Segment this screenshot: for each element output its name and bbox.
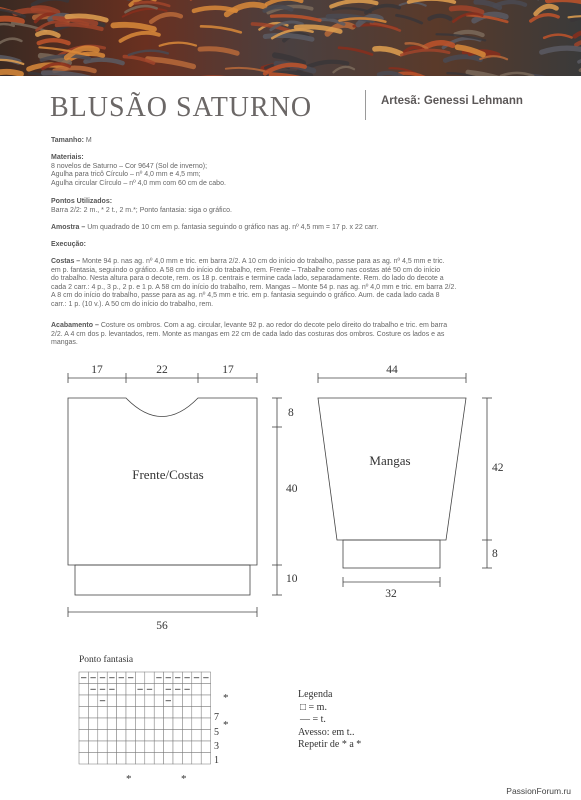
finishing-line: mangas.: [51, 339, 78, 347]
chart-cell: [201, 695, 210, 707]
chart-cell: [107, 753, 116, 765]
chart-cell: [182, 741, 191, 753]
chart-cell: [154, 684, 163, 696]
stitches-label: Pontos Utilizados:: [51, 198, 113, 205]
materials-line: 8 novelos de Saturno – Cor 9647 (Sol de inverno);: [51, 162, 208, 170]
chart-cell: [107, 718, 116, 730]
chart-cell: [182, 718, 191, 730]
chart-cell: [107, 695, 116, 707]
chart-cell: [135, 718, 144, 730]
chart-cell: [173, 718, 182, 730]
chart-cell: [182, 753, 191, 765]
chart-cell: [126, 753, 135, 765]
chart-cell: [145, 707, 154, 719]
chart-cell: [182, 695, 191, 707]
front-back-ribbing-outline: [75, 565, 250, 595]
chart-cell: [98, 718, 107, 730]
chart-cell: [145, 672, 154, 684]
chart-cell: [192, 730, 201, 742]
chart-cell: [88, 695, 97, 707]
chart-cell: [107, 741, 116, 753]
chart-cell: [201, 753, 210, 765]
chart-cell: [126, 730, 135, 742]
chart-cell: [107, 730, 116, 742]
chart-cell: [117, 707, 126, 719]
chart-cell: [79, 718, 88, 730]
materials-line: Agulha para tricô Círculo – nº 4,0 mm e 4,5 mm;: [51, 171, 201, 179]
chart-cell: [182, 707, 191, 719]
finishing-label: Acabamento –: [51, 322, 99, 329]
chart-cell: [135, 753, 144, 765]
chart-cell: [126, 684, 135, 696]
height-label: 40: [286, 483, 298, 495]
backs-line: do trabalho. Nesta altura para o decote, rem. os 18 p. centrais e termine cada lado, separadamente. Rem. do lado do decote a: [51, 275, 444, 283]
chart-cell: [192, 684, 201, 696]
width-label: 22: [156, 364, 168, 376]
chart-cell: [192, 753, 201, 765]
author-name: Artesã: Genessi Lehmann: [381, 95, 523, 107]
stitches-text: Barra 2/2: 2 m., * 2 t., 2 m.*; Ponto fantasia: siga o gráfico.: [51, 206, 232, 214]
chart-cell: [135, 730, 144, 742]
chart-cell: [98, 753, 107, 765]
chart-cell: [145, 730, 154, 742]
row-number: 3: [214, 741, 219, 752]
materials-label: Materiais:: [51, 154, 84, 161]
row-number: 1: [214, 755, 219, 766]
chart-cell: [135, 672, 144, 684]
chart-cell: [126, 718, 135, 730]
pattern-title: BLUSÃO SATURNO: [50, 92, 313, 123]
backs-line: carr.: 1 p. (10 v.). A 50 cm do início do trabalho, rem.: [51, 300, 214, 308]
chart-cell: [98, 730, 107, 742]
width-label: 32: [385, 588, 397, 600]
chart-cell: [201, 684, 210, 696]
finishing-line: Costure os ombros. Com a ag. circular, levante 92 p. ao redor do decote pelo direito do trabalho e tric. em barra: [100, 322, 448, 329]
chart-cell: [79, 753, 88, 765]
chart-legend: [298, 689, 361, 752]
chart-cell: [145, 753, 154, 765]
chart-cell: [88, 718, 97, 730]
repeat-mark: *: [223, 692, 229, 704]
chart-cell: [135, 695, 144, 707]
repeat-mark: *: [223, 719, 229, 731]
chart-cell: [164, 753, 173, 765]
chart-cell: [201, 718, 210, 730]
backs-line: Monte 94 p. nas ag. nº 4,0 mm e tric. em barra 2/2. A 10 cm do início do trabalho, passe para as ag. nº 4,5 mm e tric.: [82, 258, 445, 265]
legend-item: — = t.: [300, 714, 326, 725]
backs-line: A 8 cm do início do trabalho, passe para as ag. nº 4,5 mm e tric. em p. fantasia seguindo o gráfico. Aum. de cada lado cada 8: [51, 292, 440, 300]
chart-cell: [201, 707, 210, 719]
width-label: 17: [222, 364, 234, 376]
chart-cell: [88, 741, 97, 753]
chart-cell: [154, 730, 163, 742]
chart-cell: [117, 718, 126, 730]
legend-title: Legenda: [298, 689, 333, 700]
sleeve-cuff-outline: [343, 540, 440, 568]
front-back-label: Frente/Costas: [132, 467, 204, 482]
chart-cell: [164, 718, 173, 730]
backs-line: cada 2 carr.: 4 p., 3 p., 2 p. e 1 p. A 58 cm do início do trabalho, rem. Mangas – Monte 54 p. nas ag. nº 4,0 mm e tric. em barra 2/2.: [51, 283, 457, 291]
width-label: 44: [386, 364, 398, 376]
chart-cell: [154, 753, 163, 765]
chart-cell: [79, 684, 88, 696]
sleeves-label: Mangas: [369, 453, 411, 468]
chart-cell: [117, 753, 126, 765]
row-number: 7: [214, 712, 219, 723]
legend-item: Repetir de * a *: [298, 739, 362, 750]
chart-cell: [135, 741, 144, 753]
chart-cell: [88, 730, 97, 742]
chart-cell: [192, 707, 201, 719]
chart-cell: [79, 730, 88, 742]
chart-cell: [182, 730, 191, 742]
chart-cell: [126, 741, 135, 753]
row-number: 5: [214, 727, 219, 738]
size-value: M: [85, 137, 92, 144]
chart-cell: [192, 741, 201, 753]
chart-cell: [173, 753, 182, 765]
chart-cell: [88, 753, 97, 765]
legend-item: Avesso: em t..: [298, 726, 355, 738]
chart-cell: [117, 695, 126, 707]
width-label: 56: [156, 620, 168, 632]
repeat-mark: *: [126, 773, 132, 785]
chart-cell: [98, 707, 107, 719]
chart-cell: [88, 707, 97, 719]
chart-cell: [164, 707, 173, 719]
backs-label: Costas –: [51, 258, 81, 265]
chart-cell: [107, 707, 116, 719]
legend-item: □ = m.: [300, 701, 327, 713]
execution-label: Execução:: [51, 241, 87, 248]
chart-cell: [173, 707, 182, 719]
chart-cell: [117, 741, 126, 753]
chart-cell: [145, 718, 154, 730]
chart-cell: [126, 707, 135, 719]
height-label: 42: [492, 462, 504, 474]
chart-cell: [126, 695, 135, 707]
height-label: 10: [286, 573, 298, 585]
chart-cell: [173, 695, 182, 707]
chart-cell: [201, 730, 210, 742]
chart-cell: [154, 707, 163, 719]
chart-cell: [164, 730, 173, 742]
chart-cell: [201, 741, 210, 753]
chart-cell: [173, 730, 182, 742]
chart-title: Ponto fantasia: [79, 655, 134, 665]
chart-cell: [145, 741, 154, 753]
chart-cell: [154, 741, 163, 753]
chart-cell: [192, 718, 201, 730]
materials-line: Agulha circular Círculo – nº 4,0 mm com 60 cm de cabo.: [51, 179, 226, 187]
finishing-line: 2/2. A 4 cm dos p. levantados, rem. Monte as mangas em 22 cm de cada lado das costuras dos ombros. Costure os lados e as: [51, 330, 445, 338]
chart-cell: [135, 707, 144, 719]
chart-cell: [154, 695, 163, 707]
backs-line: em p. fantasia, seguindo o gráfico. A 58 cm do início do trabalho, rem. Frente – Trabalhe como nas costas até 50 cm do início: [51, 266, 441, 274]
width-label: 17: [91, 364, 103, 376]
chart-cell: [192, 695, 201, 707]
sample-text: Um quadrado de 10 cm em p. fantasia seguindo o gráfico nas ag. nº 4,5 mm = 17 p. x 22 carr.: [87, 224, 379, 231]
chart-cell: [117, 730, 126, 742]
chart-cell: [98, 741, 107, 753]
site-watermark: PassionForum.ru: [506, 786, 571, 796]
chart-cell: [164, 741, 173, 753]
repeat-mark: *: [181, 773, 187, 785]
chart-cell: [117, 684, 126, 696]
height-label: 8: [288, 407, 294, 419]
chart-cell: [145, 695, 154, 707]
chart-cell: [173, 741, 182, 753]
size-label: Tamanho:: [51, 137, 84, 144]
chart-cell: [154, 718, 163, 730]
chart-cell: [79, 707, 88, 719]
sleeve-outline: [318, 398, 466, 540]
height-label: 8: [492, 548, 498, 560]
chart-cell: [79, 741, 88, 753]
chart-cell: [79, 695, 88, 707]
stitch-chart-grid: [79, 672, 211, 764]
sample-label: Amostra –: [51, 224, 86, 231]
